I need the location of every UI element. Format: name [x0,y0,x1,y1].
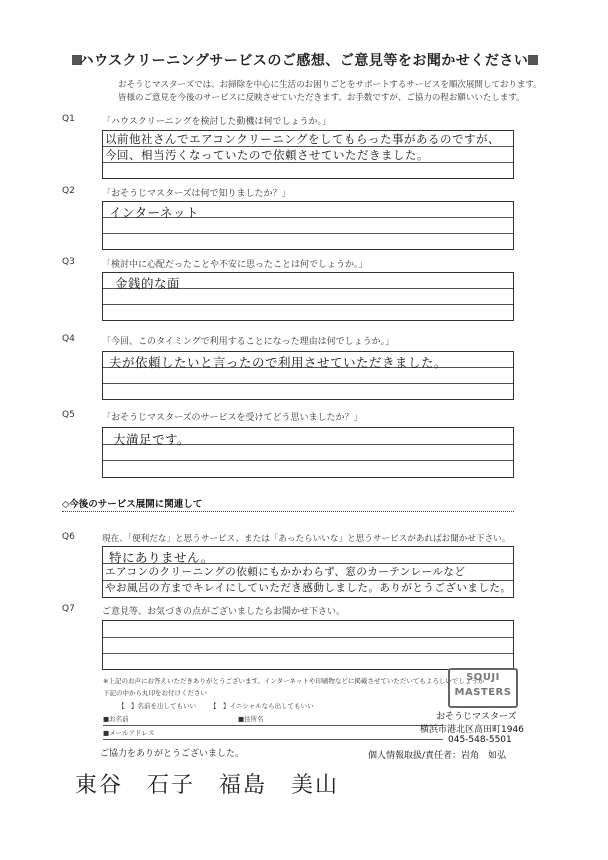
q1-answer-box [102,130,514,179]
q7-answer-box [102,620,514,670]
logo-line-1: SOUJI [466,672,500,683]
q4-text: 「今回、このタイミングで利用することになった理由は何でしょうか。」 [102,337,395,347]
q3-answer-box [102,272,514,321]
option-initial-ok[interactable]: 【 】イニシャルなら出してもいい [210,702,314,710]
q2-number: Q2 [62,186,75,196]
page-title: ハウスクリーニングサービスのご感想、ご意見等をお聞かせください [79,53,529,69]
q3-answer-line-1: 金銭的な面 [115,276,181,291]
section-divider [62,511,514,512]
q6-answer-line-3: やお風呂の方までキレイにしていただき感動しました。ありがとうございました。 [105,582,512,594]
company-address: 横浜市港北区高田町1946 [420,725,524,735]
q5-number: Q5 [62,410,75,420]
q4-answer-line-1: 夫が依頼したいと言ったので利用させていただきました。 [109,355,448,370]
q6-answer-line-2: エアコンのクリーニングの依頼にもかかわらず、窓のカーテンレールなど [105,566,466,578]
q5-answer-box [102,427,514,478]
q6-answer-box [102,546,514,598]
name-line [103,725,443,726]
q6-number: Q6 [62,532,75,542]
q7-text: ご意見等、お気づきの点がございましたらお聞かせ下さい。 [102,607,346,617]
company-phone: 045-548-5501 [448,735,512,745]
q4-answer-box [102,351,514,400]
intro-line-1: おそうじマスターズでは、お掃除を中心に生活のお困りごとをサポートするサービスを順次展開しております。 [118,80,542,90]
name-label: ■お名前 [103,715,129,723]
q3-number: Q3 [62,257,75,267]
handwritten-names: 東谷 石子 福島 美山 [75,773,340,798]
q1-number: Q1 [62,114,75,124]
q1-answer-line-1: 以前他社さんでエアコンクリーニングをしてもらった事があるのですが、 [105,132,500,146]
thanks-text: ご協力をありがとうございました。 [100,749,245,759]
souji-masters-logo [448,668,518,708]
footer-note-2: 下記の中から丸印をお付けください [103,689,207,697]
address-label: ■住所名 [238,715,264,723]
q5-text: 「おそうじマスターズのサービスを受けてどう思いましたか？」 [102,413,363,423]
intro-line-2: 皆様のご意見を今後のサービスに反映させていただきます。お手数ですが、ご協力の程お願いいたします。 [118,93,525,103]
q6-text: 現在、「便利だな」と思うサービス、または「あったらいいな」と思うサービスがあればお聞かせ下さい。 [102,534,511,544]
q2-text: 「おそうじマスターズは何で知りましたか？」 [102,189,291,199]
footer-note-1: ※上記のお声にお答えいただきありがとうございます。インターネットや印刷物などに掲載させていただいてもよろしいでしょうか [103,677,485,685]
privacy-officer: 個人情報取扱/責任者：岩角 如弘 [368,751,507,761]
q1-text: 「ハウスクリーニングを検討した動機は何でしょうか。」 [102,117,332,127]
email-label: ■メールアドレス [103,729,155,737]
q2-answer-line-1: インターネット [109,205,199,220]
email-line [103,739,443,740]
company-name: おそうじマスターズ [436,712,517,722]
q2-answer-box [102,201,514,250]
option-name-ok[interactable]: 【 】名前を出してもいい [118,702,196,710]
q5-answer-line-1: 大満足です。 [113,432,191,447]
q1-answer-line-2: 今回、相当汚くなっていたので依頼させていただきました。 [105,148,429,162]
q6-answer-line-1: 特にありません。 [109,550,214,565]
section-header: ◇今後のサービス展開に関連して [62,499,203,510]
q7-number: Q7 [62,604,75,614]
q3-text: 「検討中に心配だったことや不安に思ったことは何でしょうか。」 [102,260,368,270]
title-square-right [528,55,538,65]
q4-number: Q4 [62,334,75,344]
logo-line-2: MASTERS [454,687,512,698]
